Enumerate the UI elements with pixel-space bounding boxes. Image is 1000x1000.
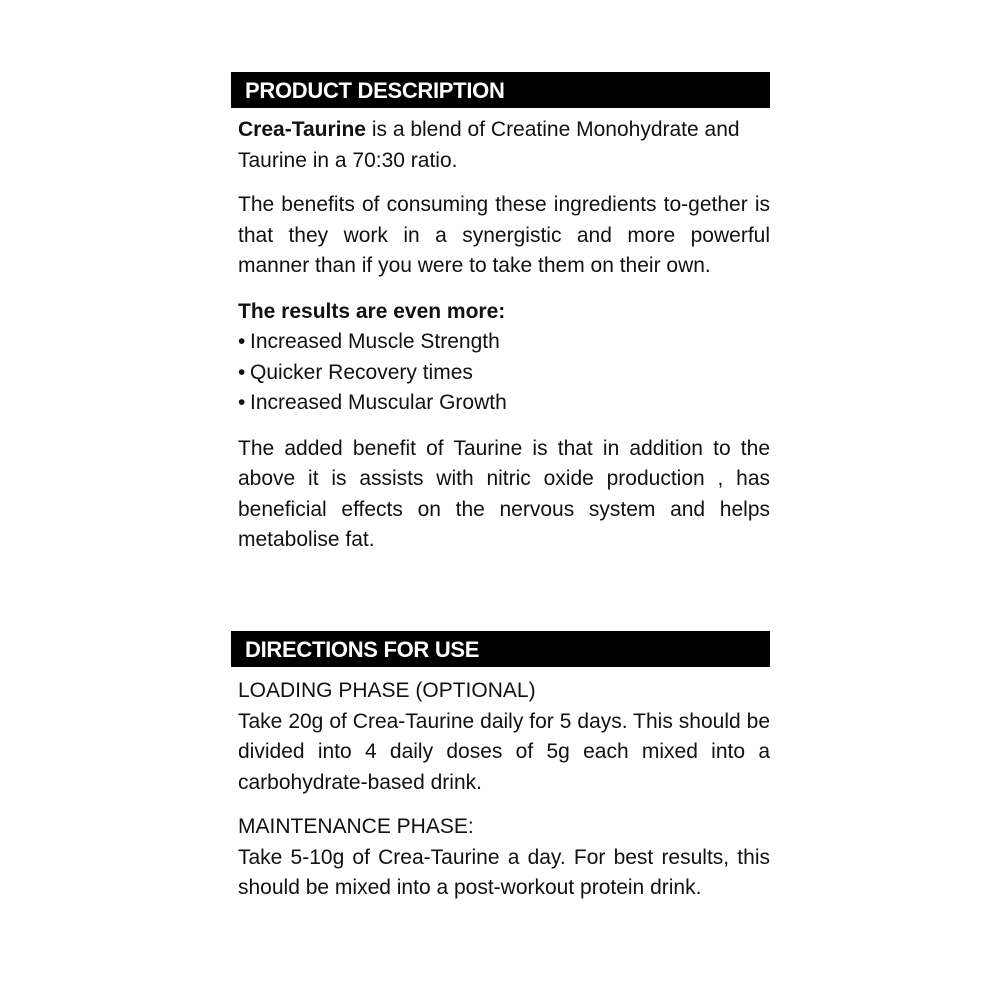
maintenance-phase-title: MAINTENANCE PHASE:: [238, 815, 474, 838]
directions-header: DIRECTIONS FOR USE: [231, 631, 770, 667]
product-description-header: PRODUCT DESCRIPTION: [231, 72, 770, 108]
directions-content: [231, 667, 770, 904]
product-description-section: [231, 72, 770, 556]
maintenance-phase-text: Take 5-10g of Crea-Taurine a day. For best results, this should be mixed into a post-workout protein drink.: [238, 845, 770, 899]
results-heading: The results are even more:: [238, 299, 506, 323]
intro-text: is a blend of Creatine Monohydrate and Taurine in a 70:30 ratio.: [238, 118, 740, 172]
product-label: [231, 72, 770, 899]
loading-phase-title: LOADING PHASE (OPTIONAL): [238, 679, 536, 702]
list-item: • Increased Muscular Growth: [238, 388, 770, 419]
list-item: • Quicker Recovery times: [238, 358, 770, 389]
benefits-paragraph: The benefits of consuming these ingredients to-gether is that they work in a synergistic and more powerful manner than if you were to take them on their own.: [238, 193, 770, 277]
product-description-content: [231, 108, 770, 556]
results-list: [238, 327, 770, 419]
list-item: • Increased Muscle Strength: [238, 327, 770, 358]
directions-section: [231, 631, 770, 904]
taurine-paragraph: The added benefit of Taurine is that in addition to the above it is assists with nitric oxide production , has beneficial effects on the nervous system and helps metabolise fat.: [238, 436, 770, 551]
product-name: Crea-Taurine: [238, 118, 366, 141]
intro-paragraph: [238, 115, 770, 176]
loading-phase-text: Take 20g of Crea-Taurine daily for 5 days. This should be divided into 4 daily doses of 5g each mixed into a carbohydrate-based drink.: [238, 709, 770, 794]
